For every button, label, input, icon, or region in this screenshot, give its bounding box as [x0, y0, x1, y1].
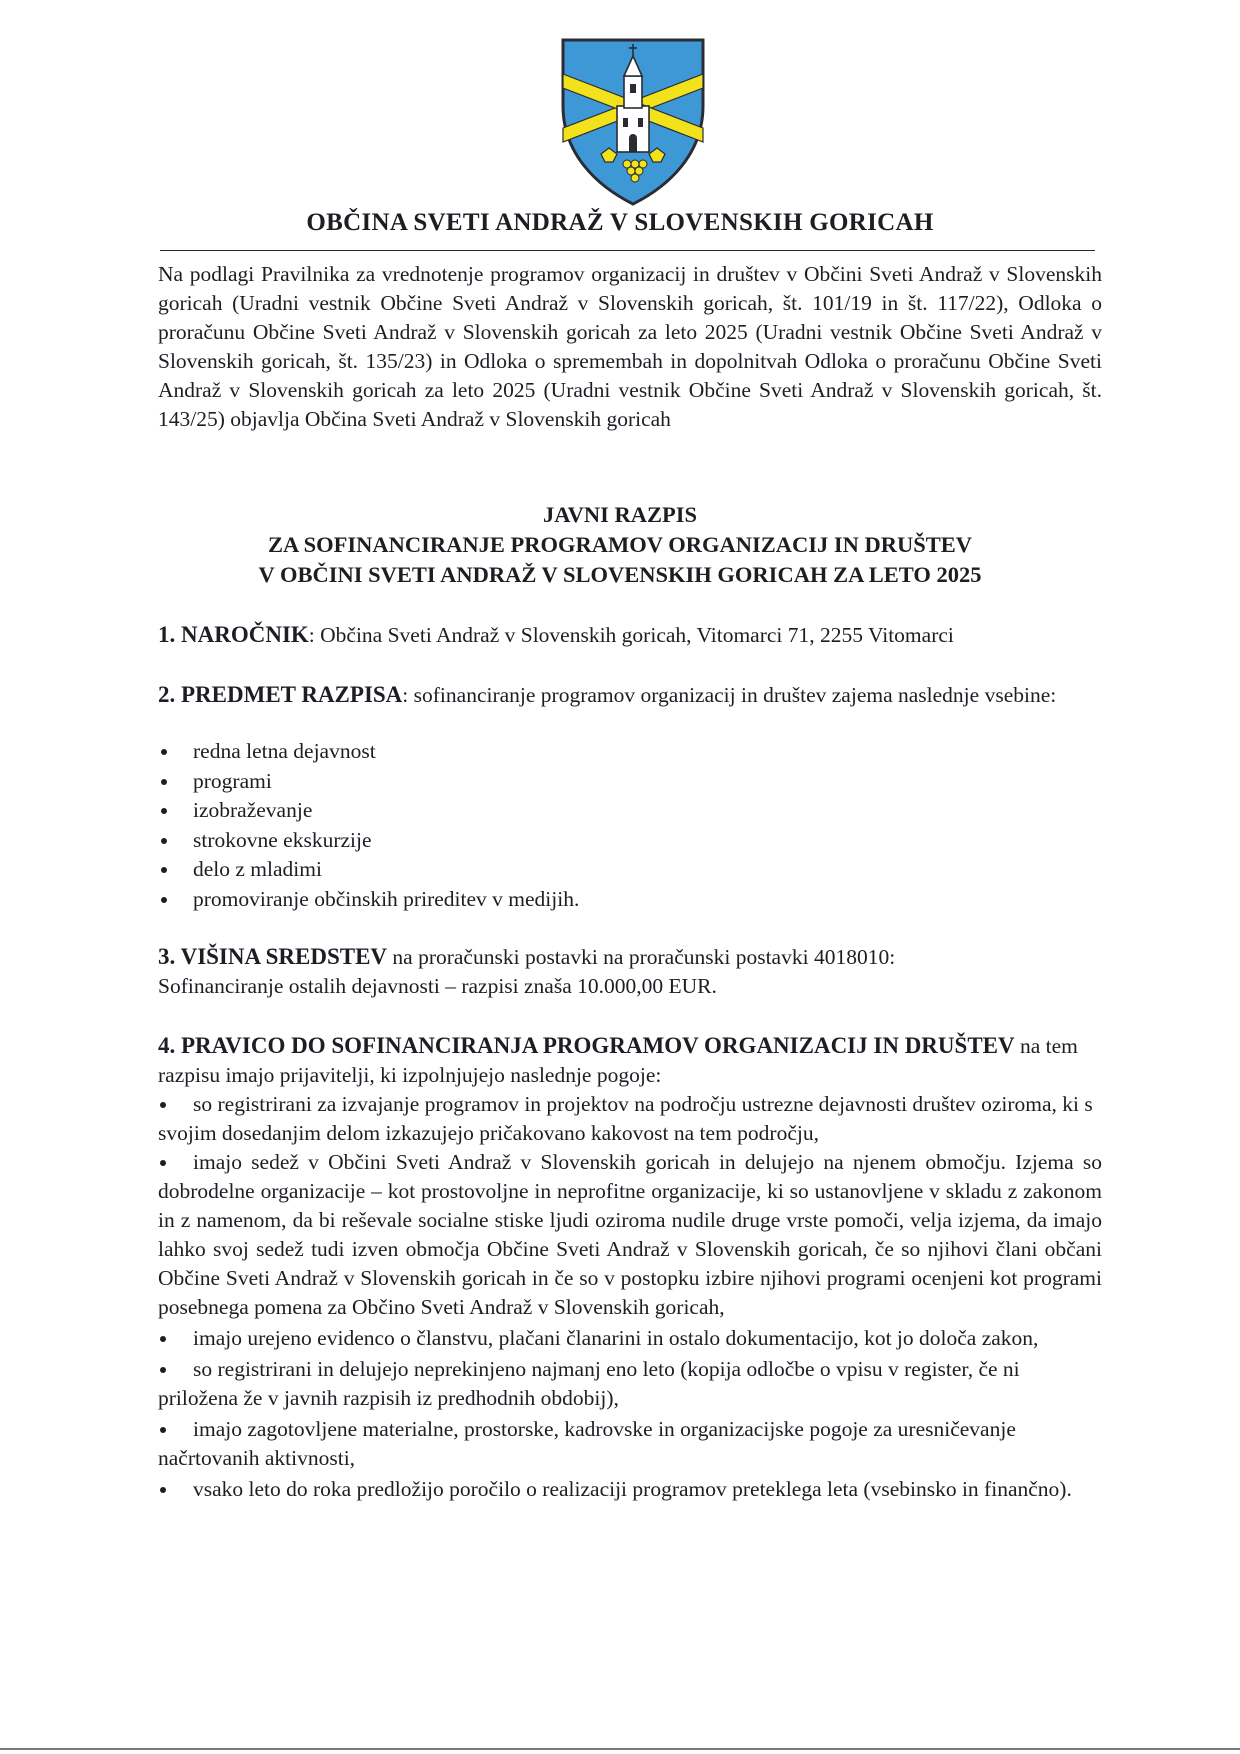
bullet-icon [160, 1160, 166, 1166]
section-2-label: 2. PREDMET RAZPISA [158, 682, 403, 707]
list-item: imajo zagotovljene materialne, prostorske, kadrovske in organizacijske pogoje za uresničevanje načrtovanih aktivnosti, [158, 1417, 1016, 1470]
list-item: so registrirani za izvajanje programov in projektov na področju ustrezne dejavnosti društev oziroma, ki s svojim dosedanjim delom izkazujejo pričakovano kakovost na tem področju, [158, 1092, 1093, 1145]
section-3-line-2: Sofinanciranje ostalih dejavnosti – razpisi znaša 10.000,00 EUR. [158, 974, 717, 998]
section-3 [158, 942, 1102, 1001]
header-divider [160, 250, 1095, 251]
list-item: delo z mladimi [158, 855, 1058, 885]
section-4 [158, 1031, 1102, 1090]
bullet-icon [161, 897, 167, 903]
bullet-icon [160, 1427, 166, 1433]
page-bottom-edge [0, 1748, 1240, 1750]
list-item: strokovne ekskurzije [158, 826, 1058, 856]
bullet-icon [161, 779, 167, 785]
section-4-list [158, 1090, 1102, 1504]
section-4-label: 4. PRAVICO DO SOFINANCIRANJA PROGRAMOV ORGANIZACIJ IN DRUŠTEV [158, 1033, 1015, 1058]
section-2-list [158, 737, 1058, 914]
list-item: izobraževanje [158, 796, 1058, 826]
bullet-icon [160, 1487, 166, 1493]
bullet-icon [160, 1367, 166, 1373]
bullet-icon [160, 1102, 166, 1108]
bullet-icon [161, 867, 167, 873]
bullet-icon [161, 808, 167, 814]
list-item: so registrirani in delujejo neprekinjeno najmanj eno leto (kopija odločbe o vpisu v register, če ni priložena že v javnih razpisih iz predhodnih obdobij), [158, 1357, 1020, 1410]
list-item: imajo sedež v Občini Sveti Andraž v Slovenskih goricah in delujejo na njenem območju. Izjema so dobrodelne organizacije – kot prostovoljne in neprofitne organizacije, ki so ustanovljene v skladu z zakonom in z namenom, da bi reševale socialne stiske ljudi oziroma nudile druge vrste pomoči, velja izjema, da imajo lahko svoj sedež tudi izven območja Občine Sveti Andraž v Slovenskih goricah, če so njihovi člani občani Občine Sveti Andraž v Slovenskih goricah in če so v postopku izbire njihovi programi ocenjeni kot programi posebnega pomena za Občino Sveti Andraž v Slovenskih goricah, [158, 1150, 1102, 1319]
coat-of-arms-icon [557, 36, 709, 208]
list-item: imajo urejeno evidenco o članstvu, plačani članarini in ostalo dokumentacijo, kot jo določa zakon, [158, 1324, 1102, 1353]
list-item: promoviranje občinskih prireditev v medijih. [158, 885, 1058, 915]
section-2 [158, 680, 1058, 710]
bullet-icon [160, 1336, 166, 1342]
list-item: programi [158, 767, 1058, 797]
section-1 [158, 620, 1102, 650]
section-1-text: : Občina Sveti Andraž v Slovenskih goricah, Vitomarci 71, 2255 Vitomarci [308, 623, 954, 647]
list-item: redna letna dejavnost [158, 737, 1058, 767]
section-3-label: 3. VIŠINA SREDSTEV [158, 944, 388, 969]
section-2-text: : sofinanciranje programov organizacij in društev zajema naslednje vsebine: [402, 683, 1057, 707]
section-1-label: 1. NAROČNIK [158, 622, 309, 647]
list-item: vsako leto do roka predložijo poročilo o realizaciji programov preteklega leta (vsebinsko in finančno). [158, 1475, 1102, 1504]
document-subtitle-line-1: ZA SOFINANCIRANJE PROGRAMOV ORGANIZACIJ IN DRUŠTEV [267, 532, 973, 557]
section-3-text: na proračunski postavki na proračunski postavki 4018010: [387, 945, 896, 969]
section-4-text: na tem razpisu imajo prijavitelji, ki izpolnjujejo naslednje pogoje: [158, 1034, 1078, 1087]
bullet-icon [161, 838, 167, 844]
intro-paragraph: Na podlagi Pravilnika za vrednotenje programov organizacij in društev v Občini Sveti Andraž v Slovenskih goricah (Uradni vestnik Občine Sveti Andraž v Slovenskih goricah, št. 101/19 in št. 117/22), Odloka o proračunu Občine Sveti Andraž v Slovenskih goricah za leto 2025 (Uradni vestnik Občine Sveti Andraž v Slovenskih goricah, št. 135/23) in Odloka o spremembah in dopolnitvah Odloka o proračunu Občine Sveti Andraž v Slovenskih goricah za leto 2025 (Uradni vestnik Občine Sveti Andraž v Slovenskih goricah, št. 143/25) objavlja Občina Sveti Andraž v Slovenskih goricah [158, 262, 1102, 431]
bullet-icon [161, 749, 167, 755]
organization-name: OBČINA SVETI ANDRAŽ V SLOVENSKIH GORICAH [306, 209, 934, 236]
document-title: JAVNI RAZPIS [543, 502, 697, 527]
document-subtitle-line-2: V OBČINI SVETI ANDRAŽ V SLOVENSKIH GORICAH ZA LETO 2025 [258, 562, 982, 587]
